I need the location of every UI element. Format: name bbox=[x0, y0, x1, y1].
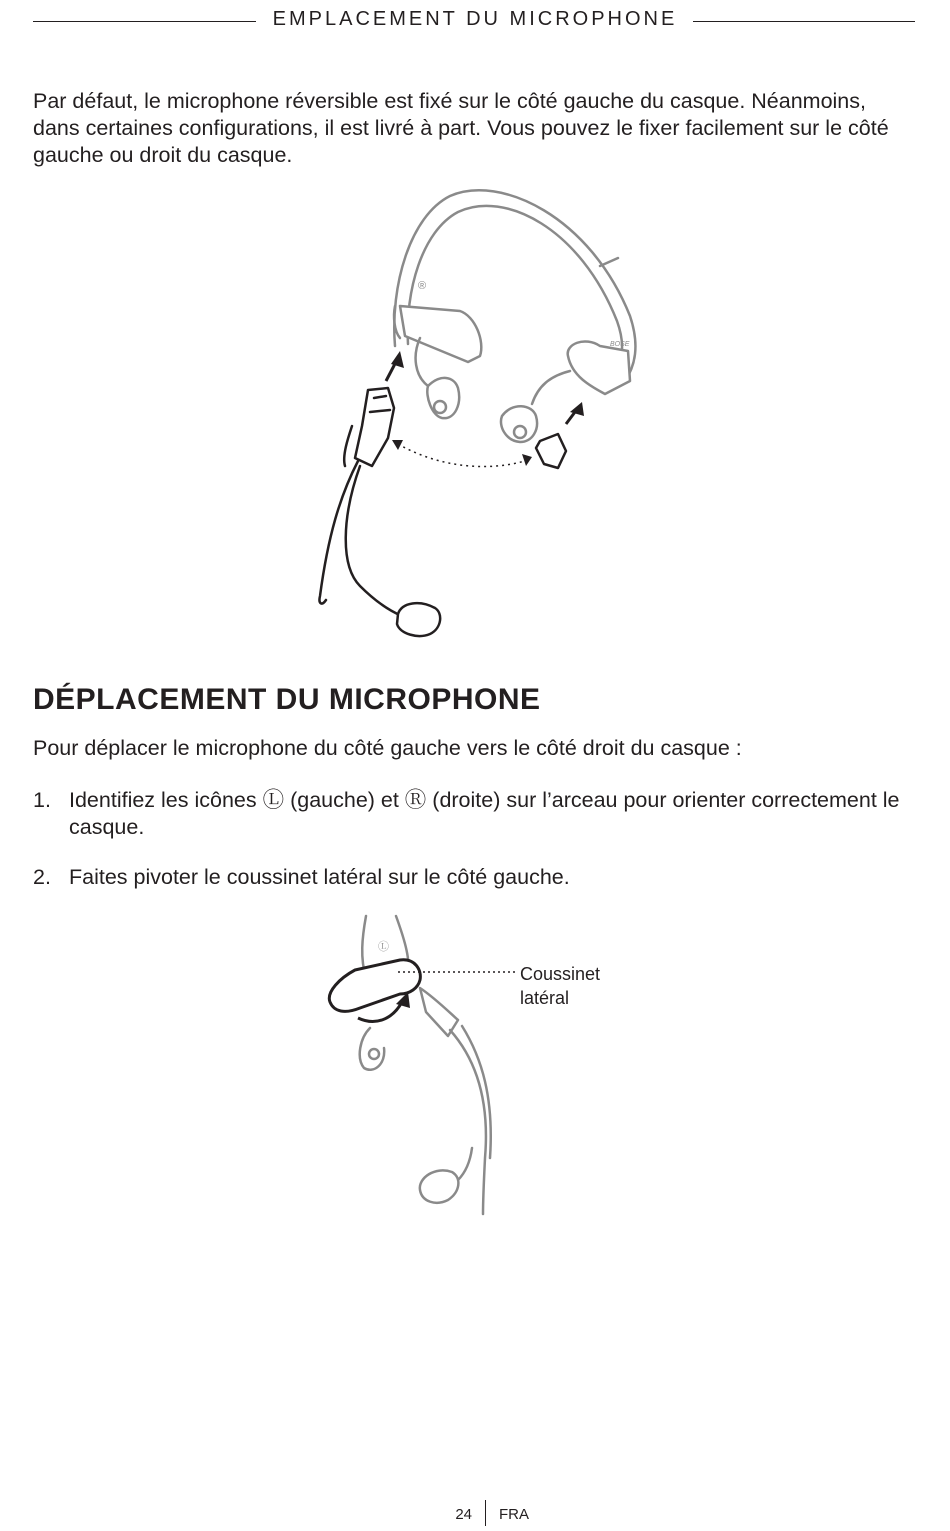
mic-windscreen bbox=[397, 603, 440, 636]
mic-boom bbox=[346, 466, 402, 616]
language-code: FRA bbox=[499, 1506, 529, 1523]
footer-divider bbox=[485, 1500, 486, 1526]
mic-connector bbox=[355, 388, 394, 466]
header-rule-left bbox=[33, 21, 256, 22]
connector-cap bbox=[536, 434, 566, 468]
left-mark-glyph: Ⓛ bbox=[378, 941, 389, 953]
header-title: EMPLACEMENT DU MICROPHONE bbox=[272, 8, 678, 30]
step-text: Faites pivoter le coussinet latéral sur le côté gauche. bbox=[69, 865, 570, 889]
right-ear-pad bbox=[568, 341, 630, 394]
section-intro: Pour déplacer le microphone du côté gauche vers le côté droit du casque : bbox=[33, 736, 742, 760]
step-number: 1. bbox=[33, 788, 51, 812]
brand-mark: BOSE bbox=[610, 341, 630, 348]
header-rule-right bbox=[693, 21, 915, 22]
callout-line-1: Coussinet bbox=[520, 964, 601, 984]
right-earbud bbox=[501, 406, 537, 442]
intro-paragraph: Par défaut, le microphone réversible est fixé sur le côté gauche du casque. Néanmoins, dans certaines configurations, il est livré à part. Vous pouvez le fixer facilement sur le côté gauche ou droit du casque. bbox=[33, 89, 889, 167]
headset-microphone-illustration bbox=[300, 176, 650, 654]
step-number: 2. bbox=[33, 865, 51, 889]
side-pad-callout bbox=[520, 962, 640, 1010]
page-number: 24 bbox=[455, 1506, 472, 1523]
page-footer bbox=[400, 1500, 550, 1528]
side-pad-rotation-illustration bbox=[300, 908, 640, 1220]
mic-arm bbox=[420, 988, 458, 1036]
section-heading: DÉPLACEMENT DU MICROPHONE bbox=[33, 683, 541, 716]
page-header bbox=[33, 8, 915, 34]
step-text: Identifiez les icônes Ⓛ (gauche) et Ⓡ (droite) sur l’arceau pour orienter correctement le casque. bbox=[69, 788, 900, 839]
left-ear-bar bbox=[400, 306, 481, 362]
right-mark-glyph: ® bbox=[418, 280, 427, 292]
callout-line-2: latéral bbox=[520, 988, 570, 1008]
swap-arrow bbox=[398, 444, 528, 467]
mic-windscreen bbox=[420, 1170, 459, 1202]
